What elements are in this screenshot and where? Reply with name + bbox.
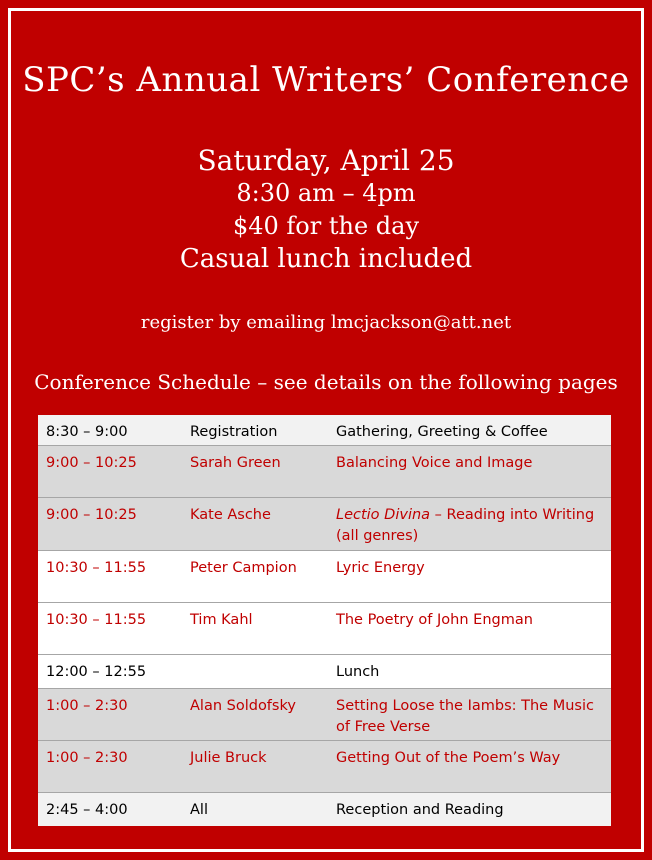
session-time: 2:45 – 4:00 — [38, 792, 182, 826]
event-lunch: Casual lunch included — [179, 244, 473, 274]
session-title: Setting Loose the Iambs: The Music of Free Verse — [328, 688, 611, 740]
session-title: – Reading into Writing (all genres) — [336, 506, 595, 544]
session-title-italic: Lectio Divina — [336, 506, 431, 523]
conference-title: SPC’s Annual Writers’ Conference — [22, 60, 630, 100]
session-presenter: Peter Campion — [182, 550, 328, 602]
session-time: 9:00 – 10:25 — [38, 445, 182, 497]
event-time: 8:30 am – 4pm — [236, 179, 416, 207]
table-row — [38, 550, 611, 602]
session-presenter: Tim Kahl — [182, 602, 328, 654]
session-time: 12:00 – 12:55 — [38, 654, 182, 688]
table-row — [38, 792, 611, 826]
session-title: Reception and Reading — [328, 792, 611, 826]
table-row — [38, 740, 611, 792]
session-time: 10:30 – 11:55 — [38, 550, 182, 602]
schedule-heading: Conference Schedule – see details on the following pages — [34, 370, 618, 394]
session-title: Gathering, Greeting & Coffee — [336, 424, 548, 440]
register-instructions: register by emailing lmcjackson@att.net — [140, 312, 512, 333]
session-presenter: Registration — [190, 424, 278, 440]
session-time: 9:00 – 10:25 — [38, 497, 182, 550]
session-title: Lunch — [328, 654, 611, 688]
session-time: 10:30 – 11:55 — [38, 602, 182, 654]
session-title: The Poetry of John Engman — [328, 602, 611, 654]
session-time: 8:30 – 9:00 — [46, 424, 128, 440]
session-presenter: Alan Soldofsky — [182, 688, 328, 740]
session-presenter: Kate Asche — [182, 497, 328, 550]
table-row — [38, 654, 611, 688]
table-row — [38, 445, 611, 497]
table-row — [38, 497, 611, 550]
event-price: $40 for the day — [232, 212, 420, 240]
session-title: Getting Out of the Poem’s Way — [328, 740, 611, 792]
session-presenter: Julie Bruck — [182, 740, 328, 792]
session-presenter — [182, 654, 328, 688]
table-row — [38, 602, 611, 654]
session-time: 1:00 – 2:30 — [38, 740, 182, 792]
event-details — [0, 144, 652, 276]
session-title-cell — [328, 497, 611, 550]
session-time: 1:00 – 2:30 — [38, 688, 182, 740]
session-title: Lyric Energy — [328, 550, 611, 602]
session-title: Balancing Voice and Image — [328, 445, 611, 497]
table-row — [38, 688, 611, 740]
schedule-table — [38, 415, 611, 826]
session-presenter: All — [182, 792, 328, 826]
event-date: Saturday, April 25 — [197, 144, 455, 177]
session-presenter: Sarah Green — [182, 445, 328, 497]
table-row — [38, 415, 611, 445]
